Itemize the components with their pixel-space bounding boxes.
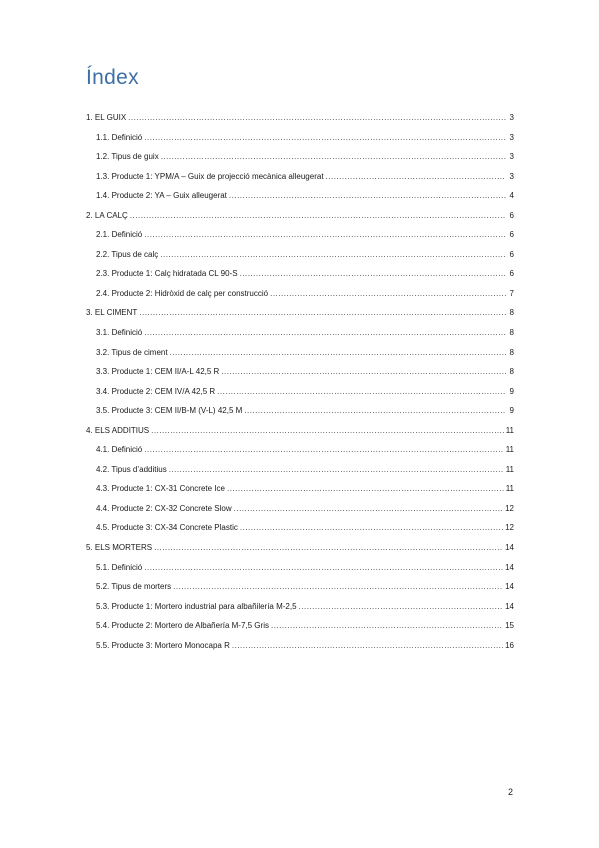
- toc-dot-leader: [154, 538, 503, 558]
- toc-subsection-entry[interactable]: [86, 616, 514, 636]
- toc-entry-page: 3: [509, 113, 514, 122]
- toc-entry-page: 3: [509, 132, 514, 142]
- toc-subsection-entry[interactable]: [86, 558, 514, 578]
- toc-dot-leader: [151, 421, 504, 441]
- toc-entry-page: 14: [505, 543, 514, 553]
- toc-dot-leader: [326, 167, 506, 187]
- toc-section-entry[interactable]: [86, 303, 514, 323]
- toc-entry-page: 6: [509, 230, 514, 240]
- toc-subsection-entry[interactable]: [86, 382, 514, 402]
- toc-entry-page: 11: [505, 464, 514, 474]
- toc-dot-leader: [173, 577, 503, 597]
- toc-entry-label: 4.5. Producte 3: CX-34 Concrete Plastic: [96, 523, 238, 533]
- toc-dot-leader: [229, 186, 506, 206]
- toc-subsection-entry[interactable]: [86, 460, 514, 480]
- toc-entry-page: 14: [505, 562, 514, 572]
- toc-dot-leader: [160, 245, 506, 265]
- toc-entry-label: 5.2. Tipus de morters: [96, 582, 172, 592]
- toc-dot-leader: [234, 499, 503, 519]
- toc-section-entry[interactable]: [86, 206, 514, 226]
- toc-dot-leader: [169, 460, 504, 480]
- toc-subsection-entry[interactable]: [86, 577, 514, 597]
- toc-entry-label: 3.5. Producte 3: CEM II/B-M (V-L) 42,5 M: [96, 406, 243, 416]
- toc-entry-label: 5.1. Definició: [96, 562, 143, 572]
- toc-entry-page: 9: [509, 406, 514, 416]
- toc-subsection-entry[interactable]: [86, 636, 514, 656]
- toc-subsection-entry[interactable]: [86, 323, 514, 343]
- toc-entry-label: 2.2. Tipus de calç: [96, 249, 159, 259]
- toc-entry-page: 8: [509, 367, 514, 377]
- toc-entry-label: 4.1. Definició: [96, 445, 143, 455]
- toc-entry-page: 9: [509, 386, 514, 396]
- toc-entry-page: 3: [509, 152, 514, 162]
- toc-entry-label: 3. EL CIMENT: [86, 308, 138, 318]
- toc-entry-label: 3.4. Producte 2: CEM IV/A 42,5 R: [96, 386, 216, 396]
- toc-entry-label: 1.3. Producte 1: YPM/A – Guix de projecció mecànica alleugerat: [96, 171, 324, 181]
- toc-subsection-entry[interactable]: [86, 225, 514, 245]
- toc-dot-leader: [170, 343, 506, 363]
- page-number: 2: [507, 787, 513, 797]
- toc-dot-leader: [139, 303, 506, 323]
- table-of-contents: [86, 108, 514, 655]
- toc-entry-page: 8: [509, 308, 514, 318]
- toc-entry-page: 11: [505, 445, 514, 455]
- toc-entry-label: 3.2. Tipus de ciment: [96, 347, 168, 357]
- toc-entry-page: 11: [505, 484, 514, 494]
- toc-dot-leader: [221, 362, 506, 382]
- toc-dot-leader: [240, 264, 506, 284]
- toc-dot-leader: [144, 440, 503, 460]
- toc-section-entry[interactable]: [86, 108, 514, 128]
- toc-subsection-entry[interactable]: [86, 128, 514, 148]
- toc-dot-leader: [130, 206, 506, 226]
- toc-subsection-entry[interactable]: [86, 284, 514, 304]
- toc-entry-label: 4. ELS ADDITIUS: [86, 425, 150, 435]
- page-title: Índex: [86, 66, 139, 89]
- toc-entry-label: 2. LA CALÇ: [86, 210, 128, 220]
- toc-section-entry[interactable]: [86, 421, 514, 441]
- toc-dot-leader: [240, 518, 503, 538]
- toc-entry-page: 14: [505, 582, 514, 592]
- toc-subsection-entry[interactable]: [86, 518, 514, 538]
- toc-entry-label: 2.1. Definició: [96, 230, 143, 240]
- toc-entry-label: 1.2. Tipus de guix: [96, 152, 159, 162]
- toc-subsection-entry[interactable]: [86, 147, 514, 167]
- toc-entry-page: 6: [509, 210, 514, 220]
- toc-dot-leader: [299, 597, 504, 617]
- toc-subsection-entry[interactable]: [86, 186, 514, 206]
- toc-dot-leader: [217, 382, 506, 402]
- toc-dot-leader: [144, 128, 506, 148]
- toc-entry-label: 5.4. Producte 2: Mortero de Albañería M-7,5 Gris: [96, 621, 269, 631]
- toc-entry-page: 11: [505, 425, 514, 435]
- toc-dot-leader: [270, 284, 506, 304]
- toc-entry-label: 1. EL GUIX: [86, 113, 127, 122]
- toc-entry-page: 3: [509, 171, 514, 181]
- toc-dot-leader: [144, 558, 503, 578]
- toc-entry-page: 8: [509, 347, 514, 357]
- toc-entry-label: 4.3. Producte 1: CX-31 Concrete Ice: [96, 484, 225, 494]
- toc-subsection-entry[interactable]: [86, 401, 514, 421]
- toc-subsection-entry[interactable]: [86, 440, 514, 460]
- toc-dot-leader: [232, 636, 503, 656]
- toc-entry-page: 6: [509, 269, 514, 279]
- toc-entry-label: 2.4. Producte 2: Hidròxid de calç per construcció: [96, 288, 269, 298]
- toc-dot-leader: [161, 147, 506, 167]
- toc-entry-page: 12: [505, 503, 514, 513]
- toc-subsection-entry[interactable]: [86, 479, 514, 499]
- toc-entry-label: 5.3. Producte 1: Mortero industrial para albañilería M-2,5: [96, 601, 297, 611]
- toc-entry-page: 15: [505, 621, 514, 631]
- toc-entry-label: 3.1. Definició: [96, 328, 143, 338]
- toc-entry-page: 7: [509, 288, 514, 298]
- toc-entry-label: 4.2. Tipus d’additius: [96, 464, 167, 474]
- toc-section-entry[interactable]: [86, 538, 514, 558]
- toc-entry-label: 1.4. Producte 2: YA – Guix alleugerat: [96, 191, 227, 201]
- toc-entry-page: 14: [505, 601, 514, 611]
- toc-entry-page: 6: [509, 249, 514, 259]
- toc-entry-label: 3.3. Producte 1: CEM II/A-L 42,5 R: [96, 367, 220, 377]
- toc-entry-label: 5.5. Producte 3: Mortero Monocapa R: [96, 640, 230, 650]
- toc-entry-label: 5. ELS MORTERS: [86, 543, 153, 553]
- toc-subsection-entry[interactable]: [86, 597, 514, 617]
- toc-subsection-entry[interactable]: [86, 362, 514, 382]
- toc-subsection-entry[interactable]: [86, 499, 514, 519]
- toc-entry-label: 1.1. Definició: [96, 132, 143, 142]
- toc-subsection-entry[interactable]: [86, 245, 514, 265]
- toc-dot-leader: [271, 616, 503, 636]
- toc-entry-page: 12: [505, 523, 514, 533]
- toc-entry-page: 16: [505, 640, 514, 650]
- toc-entry-page: 8: [509, 328, 514, 338]
- toc-subsection-entry[interactable]: [86, 343, 514, 363]
- toc-dot-leader: [144, 323, 506, 343]
- toc-dot-leader: [144, 225, 506, 245]
- toc-entry-page: 4: [509, 191, 514, 201]
- toc-entry-label: 4.4. Producte 2: CX-32 Concrete Slow: [96, 503, 232, 513]
- toc-subsection-entry[interactable]: [86, 264, 514, 284]
- toc-subsection-entry[interactable]: [86, 167, 514, 187]
- toc-dot-leader: [227, 479, 504, 499]
- toc-dot-leader: [128, 108, 506, 128]
- toc-entry-label: 2.3. Producte 1: Calç hidratada CL 90-S: [96, 269, 238, 279]
- toc-dot-leader: [244, 401, 506, 421]
